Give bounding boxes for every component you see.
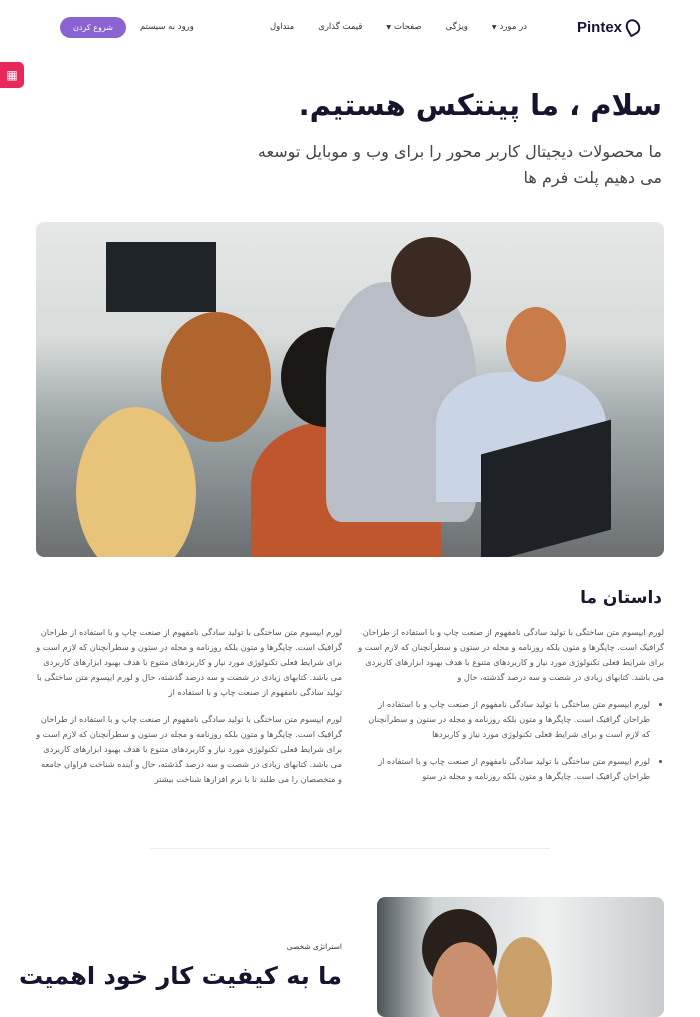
caret-down-icon: ▼: [386, 24, 392, 31]
story-right-column: [358, 625, 664, 796]
nav-item-pricing[interactable]: قیمت گذاری: [318, 22, 363, 32]
quality-photo: [377, 897, 664, 1017]
logo-icon: [623, 17, 643, 38]
story-bullet: • لورم ایپسوم متن ساختگی با تولید سادگی نامفهوم از صنعت چاپ و با استفاده از طراحان گرافیک است. چاپگرها و متون بلکه روزنامه و مجله در ستو: [358, 754, 650, 784]
caret-down-icon: ▼: [491, 24, 497, 31]
story-paragraph: لورم ایپسوم متن ساختگی با تولید سادگی نامفهوم از صنعت چاپ و با استفاده از طراحان گرافیک است. چاپگرها و متون بلکه روزنامه و مجله در ستون و سطرآنچنان که لازم است و برای شرایط فعلی تکنولوژی مورد نیاز و کاربردهای متنوع با هدف بهبود ابزارهای کاربردی می باشد. کتابهای زیادی در شصت و سه درصد گذشته، حال و: [358, 627, 664, 682]
get-started-button[interactable]: شروع کردن: [60, 17, 126, 38]
nav-label: در مورد: [499, 22, 527, 32]
nav-item-faq[interactable]: متداول: [269, 22, 295, 32]
story-bullet: • لورم ایپسوم متن ساختگی با تولید سادگی نامفهوم از صنعت چاپ و با استفاده از طراحان گرافیک است. چاپگرها و متون بلکه روزنامه و مجله در ستون و سطرآنچنان که لازم است و برای شرایط فعلی تکنولوژی مورد نیاز و کاربردها: [358, 697, 650, 742]
story-left-column: [36, 625, 342, 799]
brand-name: Pintex: [576, 18, 622, 36]
hero-subtitle: ما محصولات دیجیتال کاربر محور را برای وب و موبایل توسعه می دهیم پلت فرم ها: [257, 142, 662, 187]
quality-label: استراتژی شخصی: [286, 942, 342, 951]
hero-title: سلام ، ما پینتکس هستیم.: [298, 88, 662, 122]
nav-label: صفحات: [394, 22, 422, 32]
nav-item-pages[interactable]: [386, 22, 421, 32]
nav-item-features[interactable]: ویژگی: [445, 22, 468, 32]
story-paragraph: لورم ایپسوم متن ساختگی با تولید سادگی نامفهوم از صنعت چاپ و با استفاده از طراحان گرافیک است. چاپگرها و متون بلکه روزنامه و مجله در ستون و سطرآنچنان که لازم است و برای شرایط فعلی تکنولوژی مورد نیاز و کاربردهای متنوع با هدف بهبود ابزارهای کاربردی می باشد. کتابهای زیادی در شصت و سه درصد گذشته، حال و آینده شناخت فراوان جامعه و متخصصان را می طلبد تا با نرم افزارها شناخت بیشتر: [36, 714, 342, 784]
quality-heading: ما به کیفیت کار خود اهمیت: [18, 962, 342, 990]
side-widget-button[interactable]: [0, 62, 24, 88]
story-heading: داستان ما: [580, 588, 662, 608]
hero-team-photo: [36, 222, 664, 557]
story-paragraph: لورم ایپسوم متن ساختگی با تولید سادگی نامفهوم از صنعت چاپ و با استفاده از طراحان گرافیک است. چاپگرها و متون بلکه روزنامه و مجله در ستون و سطرآنچنان که لازم است و برای شرایط فعلی تکنولوژی مورد نیاز و کاربردهای متنوع با هدف بهبود ابزارهای کاربردی می باشد. کتابهای زیادی در شصت و سه درصد گذشته، حال و لورم ایپسوم متن ساختگی با تولید سادگی نامفهوم از صنعت چاپ و با استفاده از: [36, 627, 342, 697]
navbar: [60, 14, 640, 40]
nav-item-about[interactable]: [492, 22, 527, 32]
login-link[interactable]: ورود به سیستم: [139, 22, 194, 32]
section-divider: [150, 848, 550, 849]
brand-logo[interactable]: [577, 19, 640, 36]
palette-icon: ▦: [6, 68, 18, 82]
